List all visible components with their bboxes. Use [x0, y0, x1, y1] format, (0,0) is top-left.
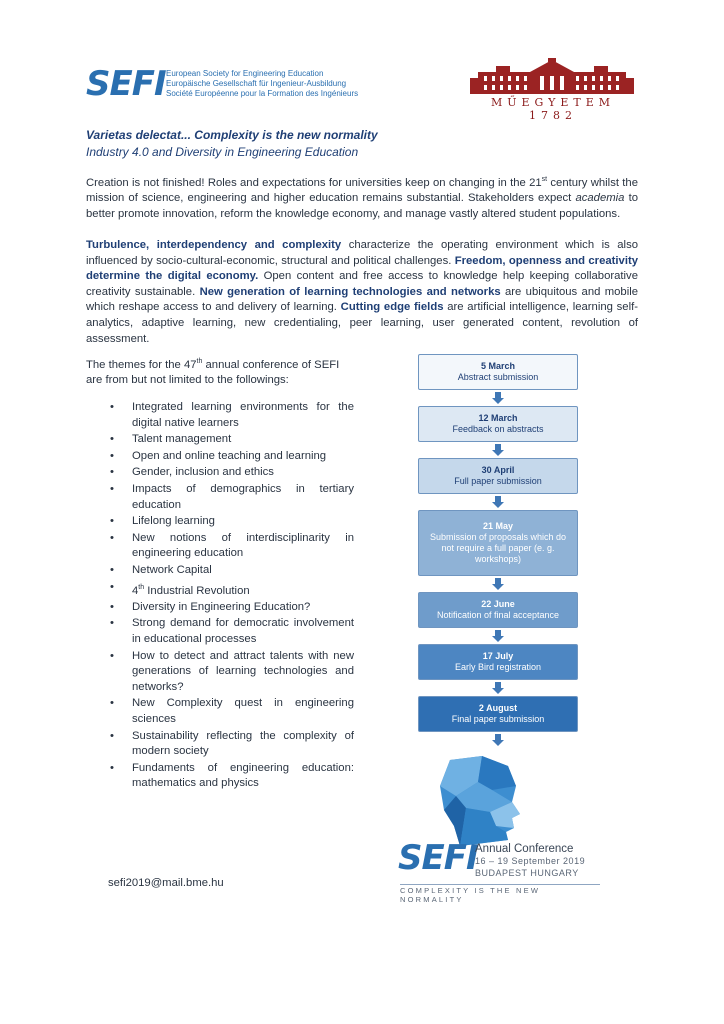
bme-wordmark: MŰEGYETEM 1782: [490, 96, 616, 122]
sefi-names: [166, 69, 358, 99]
step-text: Feedback on abstracts: [452, 424, 544, 434]
list-item: • Gender, inclusion and ethics: [110, 465, 354, 481]
text-run: Creation is not finished! Roles and expectations for universities keep on changing in the 21: [86, 176, 542, 189]
list-item: • Talent management: [110, 432, 354, 448]
down-arrow-icon: [418, 442, 578, 458]
text-run: annual conference of SEFI are from but not limited to the followings:: [86, 358, 340, 387]
down-arrow-icon: [418, 628, 578, 644]
page-title: Varietas delectat... Complexity is the new normality: [86, 128, 378, 142]
timeline-step: [418, 696, 578, 732]
sefi-name-en: European Society for Engineering Education: [166, 69, 324, 78]
text-run: characterize the operating environment which is also influenced by socio-cultural-economic, structural and political challenges.: [86, 239, 638, 267]
list-item: • New notions of interdisciplinarity in engineering education: [110, 531, 354, 562]
bold-run: Turbulence, interdependency and complexity: [86, 239, 342, 251]
text-run: century whilst the mission of science, engineering and higher education remains substantial. Stakeholders expect: [86, 176, 638, 205]
conference-details: [475, 843, 585, 879]
step-date: 17 July: [482, 651, 514, 661]
step-date: 30 April: [481, 465, 515, 475]
sefi-logo: [86, 66, 376, 102]
step-text: Abstract submission: [457, 372, 539, 382]
sefi-name-de: Europäische Gesellschaft für Ingenieur-Ausbildung: [166, 79, 347, 88]
conference-location: BUDAPEST HUNGARY: [475, 868, 579, 878]
list-item: • Open and online teaching and learning: [110, 449, 354, 465]
timeline-step: [418, 592, 578, 628]
step-date: 12 March: [478, 413, 518, 423]
list-item: • Sustainability reflecting the complexity of modern society: [110, 729, 354, 760]
themes-list: [110, 400, 354, 793]
list-item: • Integrated learning environments for the digital native learners: [110, 400, 354, 431]
down-arrow-icon: [418, 390, 578, 406]
step-text: Final paper submission: [451, 714, 545, 724]
emphasis: academia: [575, 192, 625, 205]
text-run: are artificial intelligence, learning self-analytics, adaptive learning, new credentialing, peer learning, user generated content, revolution of assessment.: [86, 301, 638, 345]
step-text: Submission of proposals which do not require a full paper (e. g. workshops): [429, 532, 567, 564]
down-arrow-icon: [418, 680, 578, 696]
timeline-step: [418, 406, 578, 442]
superscript: th: [196, 358, 203, 365]
step-text: Early Bird registration: [454, 662, 542, 672]
sefi-wordmark: SEFI: [86, 64, 166, 104]
themes-intro: [86, 354, 358, 389]
step-text: Full paper submission: [454, 476, 542, 486]
page-subtitle: Industry 4.0 and Diversity in Engineering Education: [86, 145, 359, 159]
text-run: Open content and free access to knowledge help keeping collaborative creativity sustainable.: [86, 270, 638, 298]
list-item: • Lifelong learning: [110, 514, 354, 530]
conference-name: Annual Conference: [475, 843, 574, 855]
timeline-step: [418, 644, 578, 680]
step-date: 5 March: [480, 361, 515, 371]
list-item: • Network Capital: [110, 563, 354, 579]
bold-run: Cutting edge fields: [340, 301, 444, 314]
down-arrow-icon: [418, 732, 578, 748]
text-run: The themes for the 47: [86, 358, 197, 371]
down-arrow-icon: [418, 494, 578, 510]
intro-paragraph: [86, 172, 638, 223]
conference-tagline: COMPLEXITY IS THE NEW NORMALITY: [400, 884, 600, 904]
deadlines-timeline: [418, 354, 578, 748]
superscript: th: [138, 583, 145, 591]
step-date: 22 June: [481, 599, 515, 609]
list-item: • Diversity in Engineering Education?: [110, 600, 354, 616]
context-paragraph: [86, 238, 638, 347]
sefi-name-fr: Société Européenne pour la Formation des Ingénieurs: [166, 89, 359, 98]
text-run: are ubiquitous and mobile which reshape access to and delivery of learning.: [86, 285, 639, 314]
timeline-step: [418, 510, 578, 576]
step-text: Notification of final acceptance: [436, 610, 560, 620]
text-run: 4: [132, 584, 139, 597]
text-run: Industrial Revolution: [147, 584, 250, 597]
conference-sefi-wordmark: SEFI: [398, 838, 478, 878]
down-arrow-icon: [418, 576, 578, 592]
text-run: to better promote innovation, reform the knowledge economy, and manage vastly altered student populations.: [86, 192, 638, 220]
step-date: 2 August: [478, 703, 518, 713]
list-item: • New Complexity quest in engineering sciences: [110, 696, 354, 727]
bold-run: New generation of learning technologies and networks: [199, 285, 501, 298]
contact-email[interactable]: sefi2019@mail.bme.hu: [108, 877, 224, 889]
polygon-head-illustration: [420, 756, 540, 848]
list-item: [110, 580, 354, 599]
superscript: st: [541, 176, 548, 183]
list-item: • How to detect and attract talents with new generations of learning technologies and networks?: [110, 649, 354, 696]
bold-run: Freedom, openness and creativity determine the digital economy.: [86, 254, 638, 283]
timeline-step: [418, 458, 578, 494]
conference-dates: 16 – 19 September 2019: [475, 856, 586, 866]
list-item: • Fundaments of engineering education: mathematics and physics: [110, 761, 354, 792]
timeline-step: [418, 354, 578, 390]
list-item: • Strong demand for democratic involvement in educational processes: [110, 616, 354, 647]
step-date: 21 May: [482, 521, 514, 531]
list-item: • Impacts of demographics in tertiary education: [110, 482, 354, 513]
